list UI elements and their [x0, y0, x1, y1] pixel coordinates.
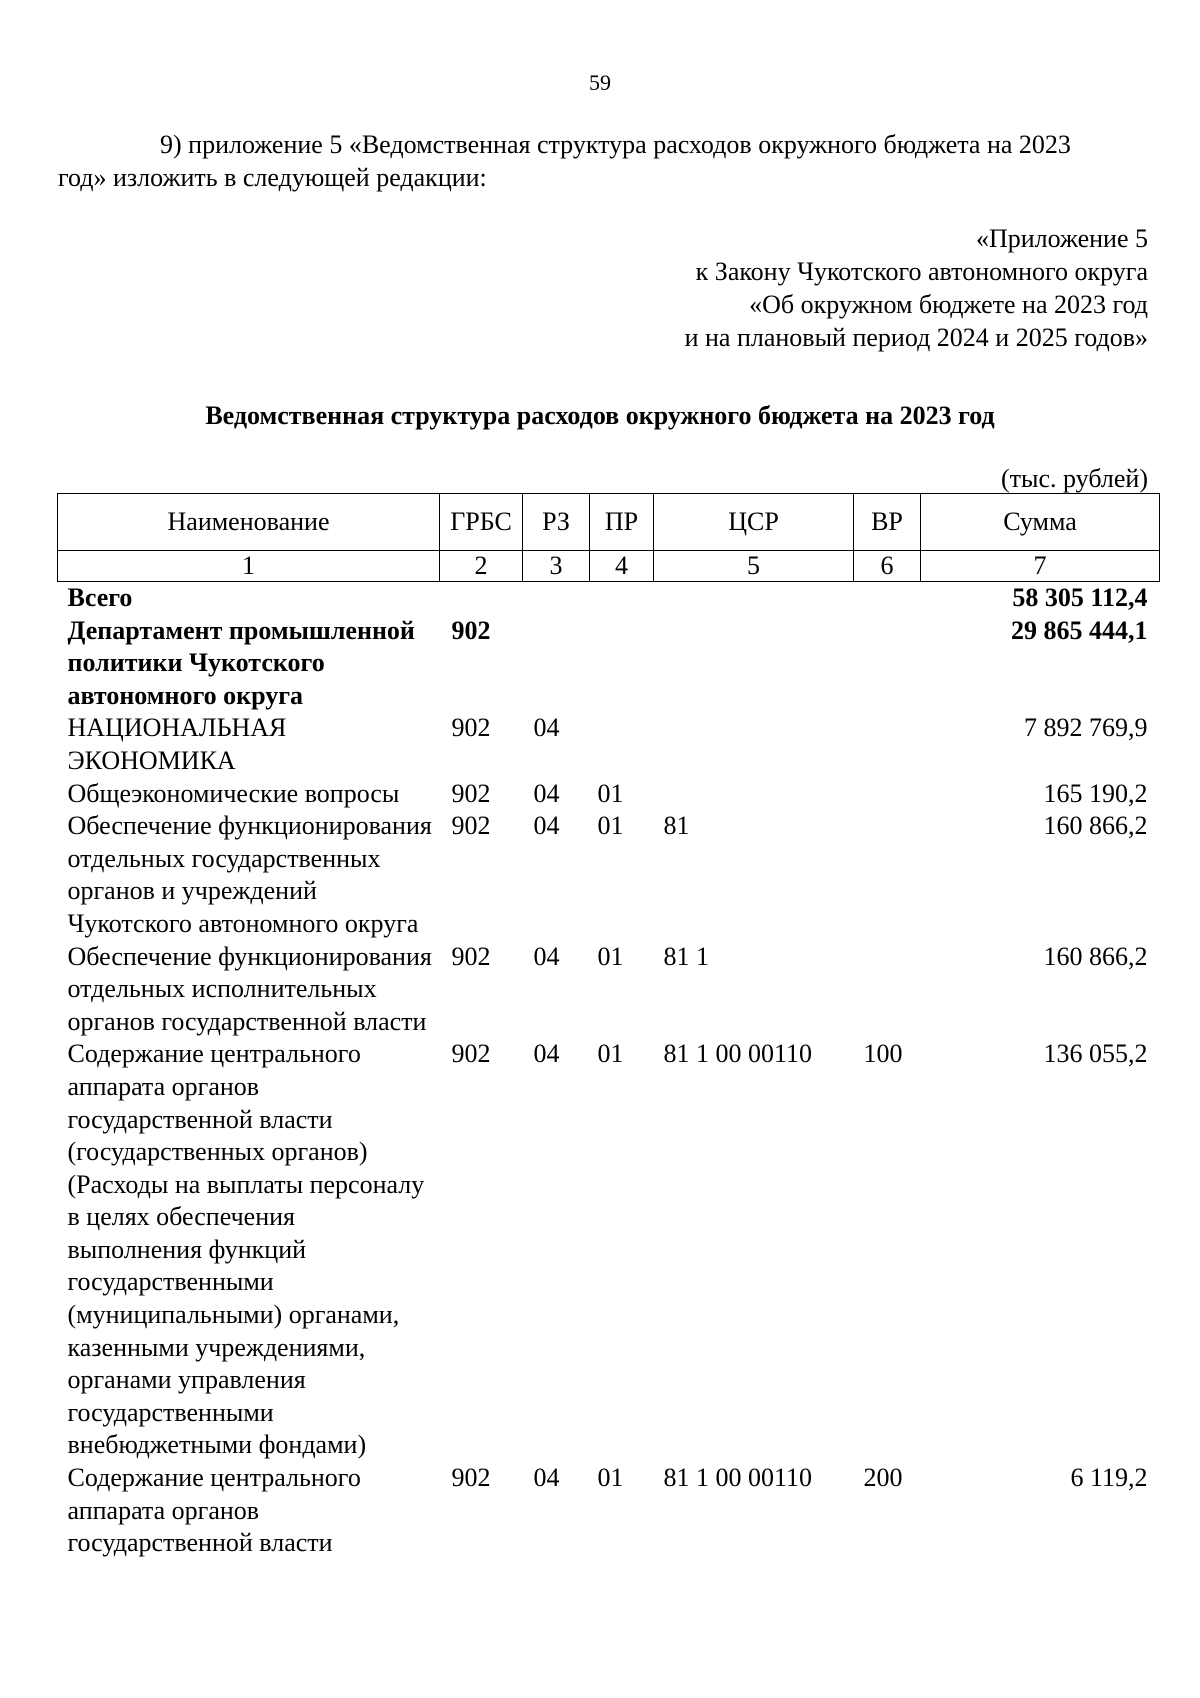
- row-grbs: [440, 582, 523, 615]
- row-pr: 01: [597, 811, 624, 841]
- row-vr: 200: [863, 1463, 903, 1493]
- row-rz: 04: [533, 713, 560, 743]
- column-number: 2: [440, 551, 523, 582]
- header-csr: ЦСР: [654, 494, 854, 551]
- row-sum: 29 865 444,1: [1011, 615, 1148, 645]
- column-number: 6: [854, 551, 921, 582]
- header-vr: ВР: [854, 494, 921, 551]
- page-number: 59: [589, 70, 611, 95]
- row-vr: 100: [863, 1039, 903, 1069]
- row-grbs: 902: [451, 615, 491, 645]
- row-sum: 160 866,2: [1043, 811, 1148, 841]
- row-pr: [590, 615, 654, 713]
- row-sum: 6 119,2: [1070, 1463, 1148, 1493]
- row-csr: 81 1: [663, 941, 709, 971]
- row-sum: 7 892 769,9: [1024, 713, 1148, 743]
- row-name: Обеспечение функционирования отдельных государственных органов и учреждений Чукотского автономного округа: [67, 811, 432, 938]
- row-pr: 01: [597, 778, 624, 808]
- row-pr: 01: [597, 1039, 624, 1069]
- row-grbs: 902: [451, 1039, 491, 1069]
- row-vr: [854, 712, 921, 777]
- header-pr: ПР: [590, 494, 654, 551]
- intro-first-line: 9) приложение 5 «Ведомственная структура расходов окружного бюджета на 2023: [160, 130, 1071, 159]
- column-number: 5: [654, 551, 854, 582]
- row-pr: 01: [597, 1463, 624, 1493]
- row-vr: [854, 810, 921, 940]
- table-row: [58, 941, 1160, 1039]
- row-rz: 04: [533, 811, 560, 841]
- row-vr: [854, 941, 921, 1039]
- appendix-line: и на плановый период 2024 и 2025 годов»: [684, 323, 1148, 352]
- table-row: [58, 778, 1160, 811]
- column-number-row: [58, 551, 1160, 582]
- row-pr: [590, 582, 654, 615]
- row-rz: 04: [533, 1463, 560, 1493]
- row-name: НАЦИОНАЛЬНАЯ ЭКОНОМИКА: [67, 713, 287, 775]
- row-name: Содержание центрального аппарата органов государственной власти (государственных органов) (Расходы на выплаты персоналу в целях обеспечения выполнения функций государственными (муниципальными) органами, казенными учреждениями, органами управления государственными внебюджетными фондами): [67, 1039, 425, 1460]
- column-number: 1: [58, 551, 440, 582]
- row-csr: 81: [663, 811, 690, 841]
- row-rz: 04: [533, 778, 560, 808]
- row-name: Всего: [67, 583, 133, 612]
- row-sum: 58 305 112,4: [1012, 583, 1148, 612]
- row-grbs: 902: [451, 1463, 491, 1493]
- table-row: [58, 712, 1160, 777]
- row-csr: [654, 582, 854, 615]
- row-name: Общеэкономические вопросы: [67, 778, 400, 808]
- row-sum: 160 866,2: [1043, 941, 1148, 971]
- row-csr: [654, 778, 854, 811]
- column-number: 4: [590, 551, 654, 582]
- appendix-reference: [685, 222, 1148, 354]
- row-name: Содержание центрального аппарата органов государственной власти: [67, 1463, 361, 1558]
- row-sum: 165 190,2: [1043, 778, 1148, 808]
- appendix-line: «Об окружном бюджете на 2023 год: [749, 290, 1148, 319]
- row-sum: 136 055,2: [1043, 1039, 1148, 1069]
- row-grbs: 902: [451, 941, 491, 971]
- row-csr: [654, 615, 854, 713]
- row-vr: [854, 778, 921, 811]
- intro-rest: год» изложить в следующей редакции:: [58, 163, 487, 192]
- appendix-line: «Приложение 5: [975, 224, 1148, 253]
- row-pr: [590, 712, 654, 777]
- header-name: Наименование: [58, 494, 440, 551]
- column-number: 3: [523, 551, 590, 582]
- header-row: [58, 494, 1160, 551]
- table-row: [58, 1462, 1160, 1560]
- header-grbs: ГРБС: [440, 494, 523, 551]
- column-number: 7: [921, 551, 1160, 582]
- row-grbs: 902: [451, 778, 491, 808]
- row-name: Департамент промышленной политики Чукотского автономного округа: [67, 615, 415, 710]
- row-rz: [523, 615, 590, 713]
- row-csr: 81 1 00 00110: [663, 1039, 813, 1069]
- row-grbs: 902: [451, 811, 491, 841]
- table-row: [58, 810, 1160, 940]
- budget-table: [57, 493, 1160, 1560]
- intro-paragraph: [58, 128, 1170, 194]
- header-sum: Сумма: [921, 494, 1160, 551]
- document-title: Ведомственная структура расходов окружного бюджета на 2023 год: [205, 401, 995, 430]
- header-rz: РЗ: [523, 494, 590, 551]
- row-rz: 04: [533, 941, 560, 971]
- units-label: (тыс. рублей): [1000, 464, 1148, 493]
- table-row: [58, 615, 1160, 713]
- row-pr: 01: [597, 941, 624, 971]
- row-vr: [854, 615, 921, 713]
- row-rz: 04: [533, 1039, 560, 1069]
- row-grbs: 902: [451, 713, 491, 743]
- table-row: [58, 1038, 1160, 1462]
- row-name: Обеспечение функционирования отдельных исполнительных органов государственной власти: [67, 941, 432, 1036]
- row-rz: [523, 582, 590, 615]
- row-vr: [854, 582, 921, 615]
- table-row-total: [58, 582, 1160, 615]
- row-csr: 81 1 00 00110: [663, 1463, 813, 1493]
- row-csr: [654, 712, 854, 777]
- appendix-line: к Закону Чукотского автономного округа: [695, 257, 1148, 286]
